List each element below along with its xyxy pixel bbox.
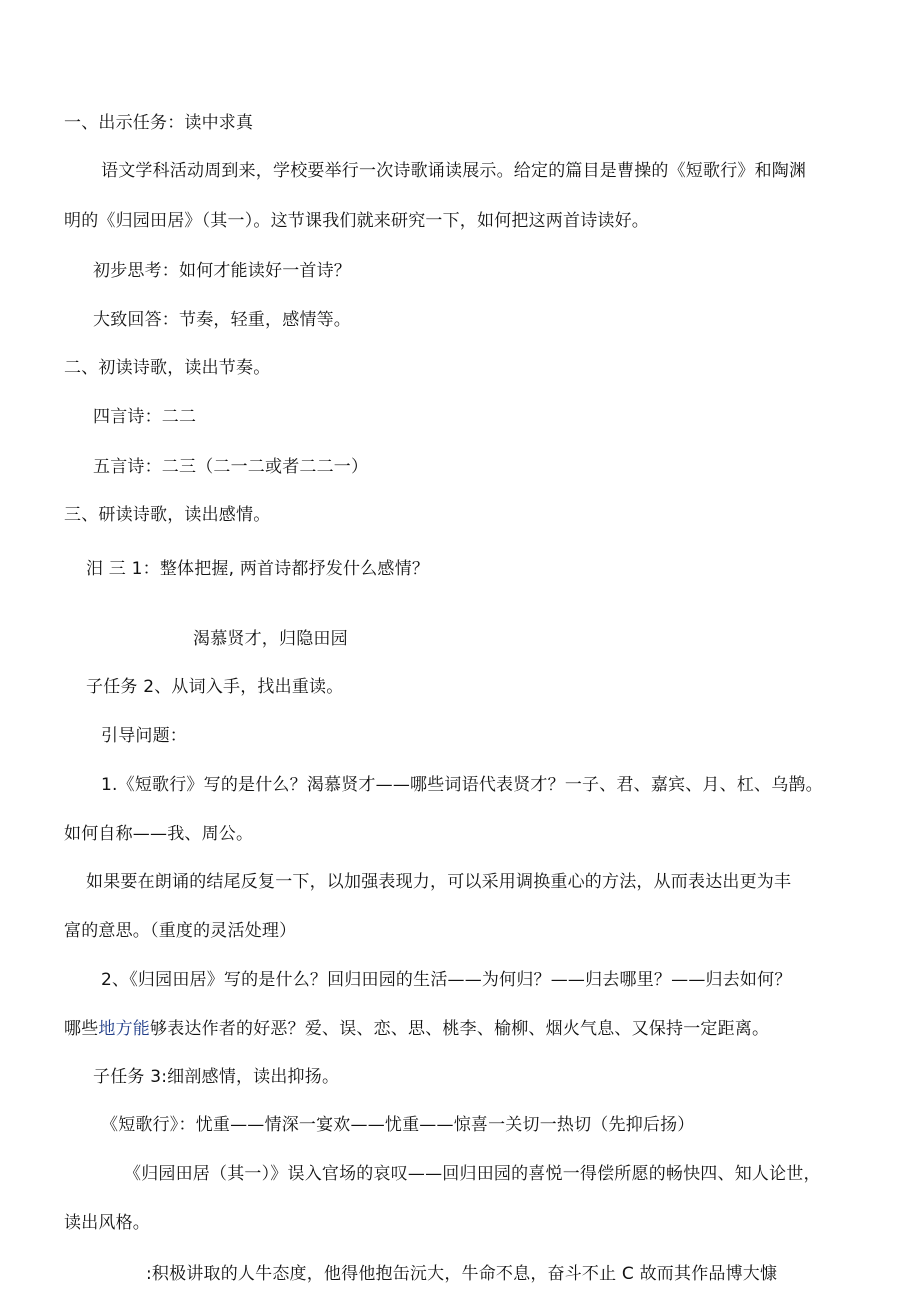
paragraph-line: 大致回答：节奏，轻重，感情等。 (93, 310, 351, 330)
paragraph-line: 《归园田居（其一）》误入官场的哀叹——回归田园的喜悦一得偿所愿的畅快四、知人论世， (124, 1164, 821, 1184)
paragraph-line: 明的《归园田居》（其一）。这节课我们就来研究一下，如何把这两首诗读好。 (64, 211, 649, 231)
paragraph-line: :积极讲取的人牛态度，他得他抱缶沅大，牛命不息，奋斗不止 C 故而其作品博大慷 (146, 1264, 778, 1284)
highlighted-text: 地方能 (98, 1019, 151, 1039)
heading-3: 三、研读诗歌，读出感情。 (64, 505, 271, 525)
paragraph-line: 富的意思。（重度的灵活处理） (64, 921, 297, 941)
paragraph-line: 引导问题： (101, 726, 187, 746)
paragraph-line: 子任务 3:细剖感情，读出抑扬。 (93, 1067, 340, 1087)
text-span: 哪些 (64, 1019, 99, 1039)
text-span: 够表达作者的好恶？爱、误、恋、思、桃李、榆柳、烟火气息、又保持一定距离。 (150, 1019, 770, 1039)
paragraph-line: 2、《归园田居》写的是什么？回归田园的生活——为何归？——归去哪里？——归去如何？ (101, 970, 792, 990)
paragraph-line: 如何自称——我、周公。 (64, 824, 254, 844)
heading-1: 一、出示任务：读中求真 (64, 113, 254, 133)
paragraph-line (64, 1018, 769, 1040)
paragraph-line: 1.《短歌行》写的是什么？渴慕贤才——哪些词语代表贤才？一子、君、嘉宾、月、杠、乌鹊。 (101, 775, 823, 795)
paragraph-line: 渴慕贤才，归隐田园 (193, 629, 348, 649)
paragraph-line: 读出风格。 (64, 1213, 150, 1233)
paragraph-line: 语文学科活动周到来，学校要举行一次诗歌诵读展示。给定的篇目是曹操的《短歌行》和陶渊 (101, 161, 807, 181)
paragraph-line: 四言诗：二二 (93, 407, 197, 427)
heading-2: 二、初读诗歌，读出节奏。 (64, 358, 271, 378)
paragraph-line: 如果要在朗诵的结尾反复一下，以加强表现力，可以采用调换重心的方法，从而表达出更为丰 (86, 872, 792, 892)
paragraph-line: 初步思考：如何才能读好一首诗？ (93, 261, 351, 281)
paragraph-line: 子任务 2、从词入手，找出重读。 (86, 677, 344, 697)
paragraph-line: 《短歌行》：忧重——情深一宴欢——忧重——惊喜一关切一热切（先抑后扬） (101, 1115, 695, 1135)
paragraph-line: 五言诗：二三（二一二或者二二一） (93, 457, 369, 477)
paragraph-line: 汨 三 1：整体把握, 两首诗都抒发什么感情？ (86, 559, 430, 579)
